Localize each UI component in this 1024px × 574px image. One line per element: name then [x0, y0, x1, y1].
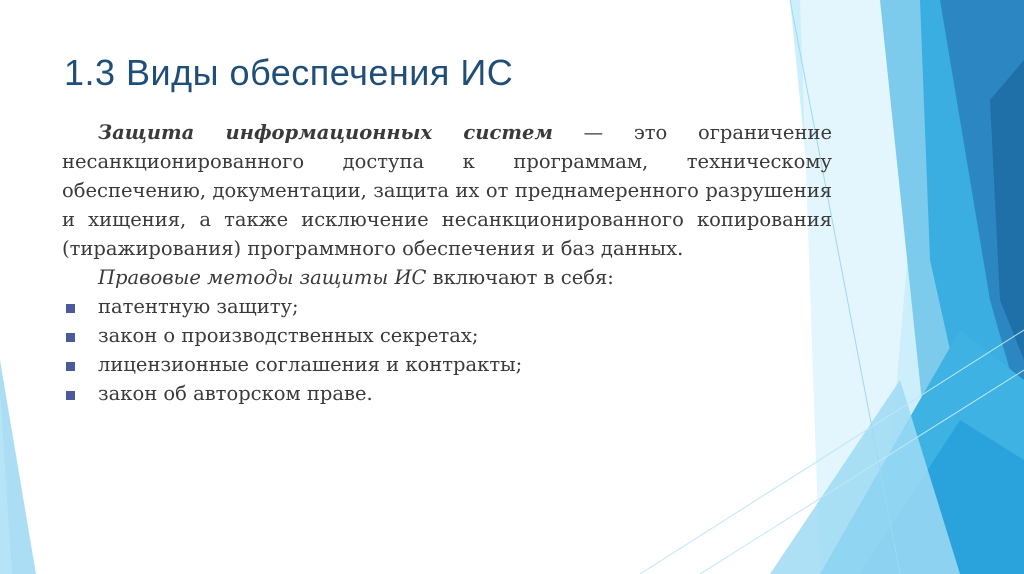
definition-paragraph	[62, 118, 832, 263]
square-bullet-icon	[66, 362, 75, 371]
list-item: патентную защиту;	[62, 292, 832, 321]
square-bullet-icon	[66, 333, 75, 342]
slide-title: 1.3 Виды обеспечения ИС	[64, 52, 514, 93]
slide-body	[62, 118, 832, 408]
list-item: закон об авторском праве.	[62, 379, 832, 408]
list-item: закон о производственных секретах;	[62, 321, 832, 350]
list-item: лицензионные соглашения и контракты;	[62, 350, 832, 379]
square-bullet-icon	[66, 391, 75, 400]
legal-methods-term: Правовые методы защиты ИС	[98, 266, 427, 289]
legal-methods-list	[62, 292, 832, 408]
legal-methods-text: включают в себя:	[426, 266, 614, 289]
square-bullet-icon	[66, 304, 75, 313]
definition-term: Защита информационных систем	[98, 121, 553, 144]
definition-text: — это ограничение несанкционированного доступа к программам, техническому обеспечению, документации, защита их от преднамеренного разрушения и хищения, а также исключение несанкционированного копирования (тиражирования) программного обеспечения и баз данных.	[62, 121, 832, 260]
legal-methods-intro	[62, 263, 832, 292]
